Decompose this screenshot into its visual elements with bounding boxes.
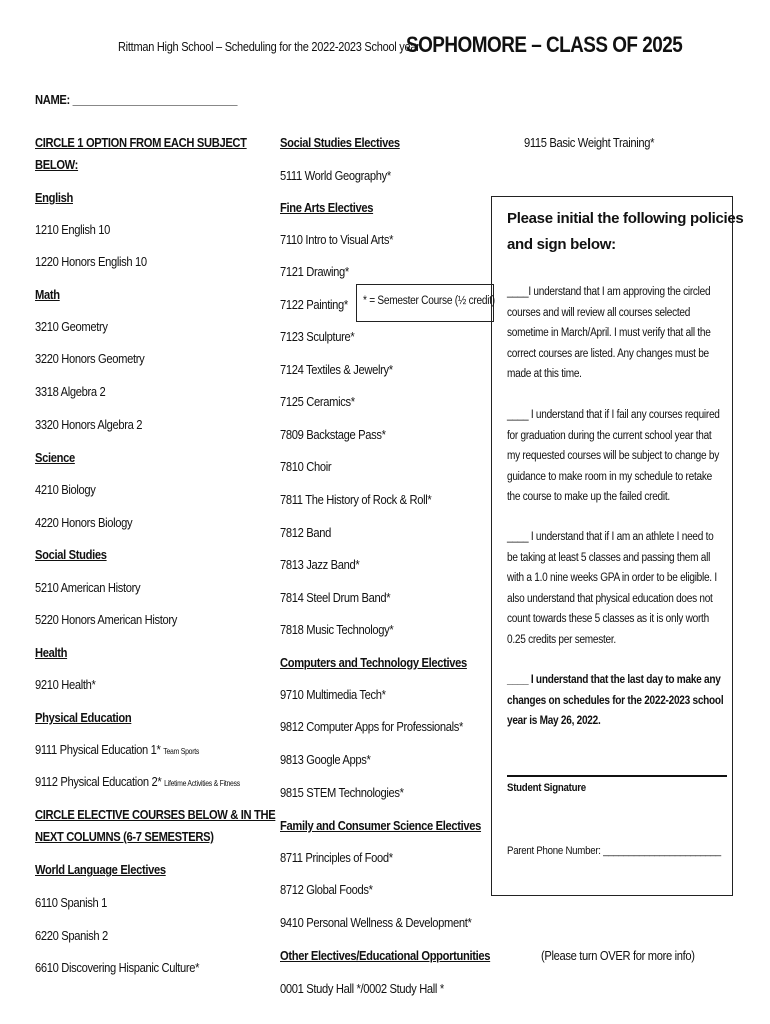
course-basic-weight-training[interactable]: 9115 Basic Weight Training* (524, 135, 655, 150)
course-pe-1-label: 9111 Physical Education 1* (35, 742, 161, 757)
health-heading: Health (35, 645, 68, 660)
course-algebra-2[interactable]: 3318 Algebra 2 (35, 384, 106, 399)
course-study-hall[interactable]: 0001 Study Hall */0002 Study Hall * (280, 981, 444, 996)
elective-instruction-2: NEXT COLUMNS (6-7 SEMESTERS) (35, 829, 214, 844)
name-field-label: NAME: ____________________________ (35, 92, 238, 107)
policy-last-day-changes: ____ I understand that the last day to make any changes on schedules for the 2022-2023 school year is May 26, 2022. (507, 674, 724, 727)
instruction-line-2: BELOW: (35, 157, 79, 172)
course-ceramics[interactable]: 7125 Ceramics* (280, 394, 355, 409)
policy-athlete-eligibility: ____ I understand that if I am an athlete I need to be taking at least 5 classes and passing them all with a 1.0 nine weeks GPA in order to be eligible. I also understand that physical education does not count towards these 5 classes as it is only worth 0.25 credits per semester. (507, 531, 717, 646)
course-drawing[interactable]: 7121 Drawing* (280, 264, 349, 279)
course-spanish-2[interactable]: 6220 Spanish 2 (35, 928, 108, 943)
course-pe-2[interactable] (35, 774, 240, 789)
course-pe-2-note: Lifetime Activities & Fitness (164, 779, 241, 788)
course-google-apps[interactable]: 9813 Google Apps* (280, 752, 371, 767)
course-english-10[interactable]: 1210 English 10 (35, 222, 111, 237)
instruction-line-1: CIRCLE 1 OPTION FROM EACH SUBJECT (35, 135, 247, 150)
class-title: SOPHOMORE – CLASS OF 2025 (406, 32, 683, 57)
course-personal-wellness[interactable]: 9410 Personal Wellness & Development* (280, 915, 472, 930)
course-steel-drum-band[interactable]: 7814 Steel Drum Band* (280, 590, 391, 605)
course-sculpture[interactable]: 7123 Sculpture* (280, 329, 355, 344)
course-computer-apps[interactable]: 9812 Computer Apps for Professionals* (280, 719, 464, 734)
course-band[interactable]: 7812 Band (280, 525, 331, 540)
family-consumer-heading: Family and Consumer Science Electives (280, 818, 482, 833)
fine-arts-heading: Fine Arts Electives (280, 200, 374, 215)
world-language-heading: World Language Electives (35, 862, 166, 877)
pe-heading: Physical Education (35, 710, 132, 725)
course-honors-english-10[interactable]: 1220 Honors English 10 (35, 254, 147, 269)
semester-course-note: * = Semester Course (½ credit) (363, 295, 495, 307)
course-music-technology[interactable]: 7818 Music Technology* (280, 622, 394, 637)
course-biology[interactable]: 4210 Biology (35, 482, 96, 497)
course-spanish-1[interactable]: 6110 Spanish 1 (35, 895, 108, 910)
english-heading: English (35, 190, 73, 205)
course-pe-1-note: Team Sports (163, 747, 200, 756)
other-electives-heading: Other Electives/Educational Opportunities (280, 948, 491, 963)
policy-failed-courses: ____ I understand that if I fail any courses required for graduation during the current school year that my requested courses will be subject to change by guidance to make room in my schedule to retake the course to make up the failed credit. (507, 409, 720, 503)
course-world-geography[interactable]: 5111 World Geography* (280, 168, 391, 183)
social-studies-heading: Social Studies (35, 547, 107, 562)
parent-phone-field[interactable]: Parent Phone Number: _______________________ (507, 845, 721, 857)
course-pe-2-label: 9112 Physical Education 2* (35, 774, 162, 789)
policy-approval: ____I understand that I am approving the circled courses and will review all courses selected sometime in March/April. I must verify that all the correct courses are listed. Any changes must be made at this time. (507, 286, 711, 380)
elective-instruction-1: CIRCLE ELECTIVE COURSES BELOW & IN THE (35, 807, 276, 822)
computers-heading: Computers and Technology Electives (280, 655, 467, 670)
turn-over-note: (Please turn OVER for more info) (541, 948, 695, 963)
ss-electives-heading: Social Studies Electives (280, 135, 400, 150)
policy-title: Please initial the following policies and sign below: (507, 210, 744, 253)
course-pe-1[interactable] (35, 742, 199, 757)
signature-line[interactable] (507, 775, 727, 777)
course-hispanic-culture[interactable]: 6610 Discovering Hispanic Culture* (35, 960, 200, 975)
science-heading: Science (35, 450, 75, 465)
course-history-rock-roll[interactable]: 7811 The History of Rock & Roll* (280, 492, 432, 507)
course-intro-visual-arts[interactable]: 7110 Intro to Visual Arts* (280, 232, 394, 247)
course-choir[interactable]: 7810 Choir (280, 459, 332, 474)
semester-course-legend (356, 284, 494, 322)
course-textiles-jewelry[interactable]: 7124 Textiles & Jewelry* (280, 362, 393, 377)
school-heading: Rittman High School – Scheduling for the 2022-2023 School year (118, 40, 420, 54)
course-stem-technologies[interactable]: 9815 STEM Technologies* (280, 785, 404, 800)
course-health[interactable]: 9210 Health* (35, 677, 96, 692)
course-backstage-pass[interactable]: 7809 Backstage Pass* (280, 427, 386, 442)
course-jazz-band[interactable]: 7813 Jazz Band* (280, 557, 360, 572)
student-signature-label: Student Signature (507, 782, 586, 794)
math-heading: Math (35, 287, 60, 302)
course-honors-algebra-2[interactable]: 3320 Honors Algebra 2 (35, 417, 143, 432)
course-honors-american-history[interactable]: 5220 Honors American History (35, 612, 177, 627)
course-multimedia-tech[interactable]: 9710 Multimedia Tech* (280, 687, 386, 702)
course-american-history[interactable]: 5210 American History (35, 580, 141, 595)
course-principles-of-food[interactable]: 8711 Principles of Food* (280, 850, 393, 865)
course-geometry[interactable]: 3210 Geometry (35, 319, 108, 334)
course-honors-biology[interactable]: 4220 Honors Biology (35, 515, 133, 530)
course-honors-geometry[interactable]: 3220 Honors Geometry (35, 351, 145, 366)
course-painting[interactable]: 7122 Painting* (280, 297, 348, 312)
course-global-foods[interactable]: 8712 Global Foods* (280, 882, 373, 897)
